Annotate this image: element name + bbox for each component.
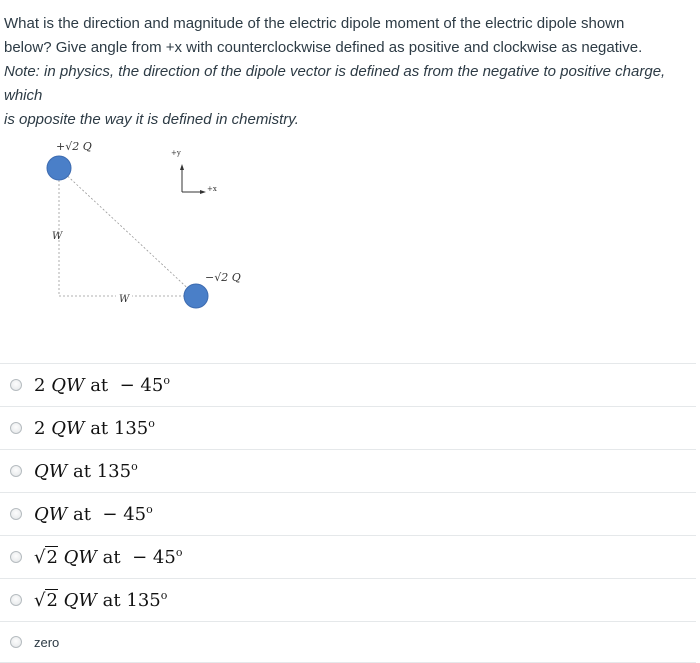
answer-math: QW at 135$^o$	[34, 460, 138, 482]
horizontal-side-label: W	[116, 294, 132, 305]
question-line-1: What is the direction and magnitude of the electric dipole moment of the electric dipole shown	[4, 15, 625, 32]
answer-option-2[interactable]	[0, 406, 696, 449]
radio-button[interactable]	[10, 551, 22, 563]
sqrt-symbol: √2	[34, 590, 58, 611]
answer-option-6[interactable]	[0, 578, 696, 621]
answer-text: zero	[34, 634, 60, 650]
y-axis-label: +y	[171, 149, 181, 157]
positive-charge	[47, 156, 71, 180]
answer-option-3[interactable]	[0, 449, 696, 492]
radio-button[interactable]	[10, 508, 22, 520]
answer-math: √2 QW at 135$^o$	[34, 589, 168, 611]
x-axis-label: +x	[207, 185, 217, 193]
note-line-2: is opposite the way it is defined in chemistry.	[4, 111, 299, 128]
radio-button[interactable]	[10, 379, 22, 391]
negative-charge-label: −√2 Q	[205, 271, 241, 284]
answer-math: QW at − $45^o$	[34, 503, 153, 525]
answer-option-4[interactable]	[0, 492, 696, 535]
answer-math: 2 QW at 135$^o$	[34, 417, 155, 439]
answer-list	[0, 363, 696, 663]
radio-button[interactable]	[10, 465, 22, 477]
answer-option-1[interactable]	[0, 363, 696, 406]
question-text	[4, 12, 696, 132]
answer-option-5[interactable]	[0, 535, 696, 578]
note-line-1: Note: in physics, the direction of the dipole vector is defined as from the negative to positive charge, which	[4, 63, 666, 104]
sqrt-symbol: √2	[34, 547, 58, 568]
dipole-diagram	[0, 130, 260, 330]
radio-button[interactable]	[10, 636, 22, 648]
question-line-2: below? Give angle from +x with counterclockwise defined as positive and clockwise as negative.	[4, 39, 643, 56]
answer-option-7[interactable]	[0, 621, 696, 663]
radio-button[interactable]	[10, 594, 22, 606]
positive-charge-label: +√2 Q	[56, 140, 92, 153]
vertical-side-label: W	[52, 231, 63, 242]
radio-button[interactable]	[10, 422, 22, 434]
negative-charge	[184, 284, 208, 308]
answer-math: √2 QW at − $45^o$	[34, 546, 183, 568]
hypotenuse-line	[59, 168, 196, 296]
answer-math: 2 QW at − $45^o$	[34, 374, 170, 396]
